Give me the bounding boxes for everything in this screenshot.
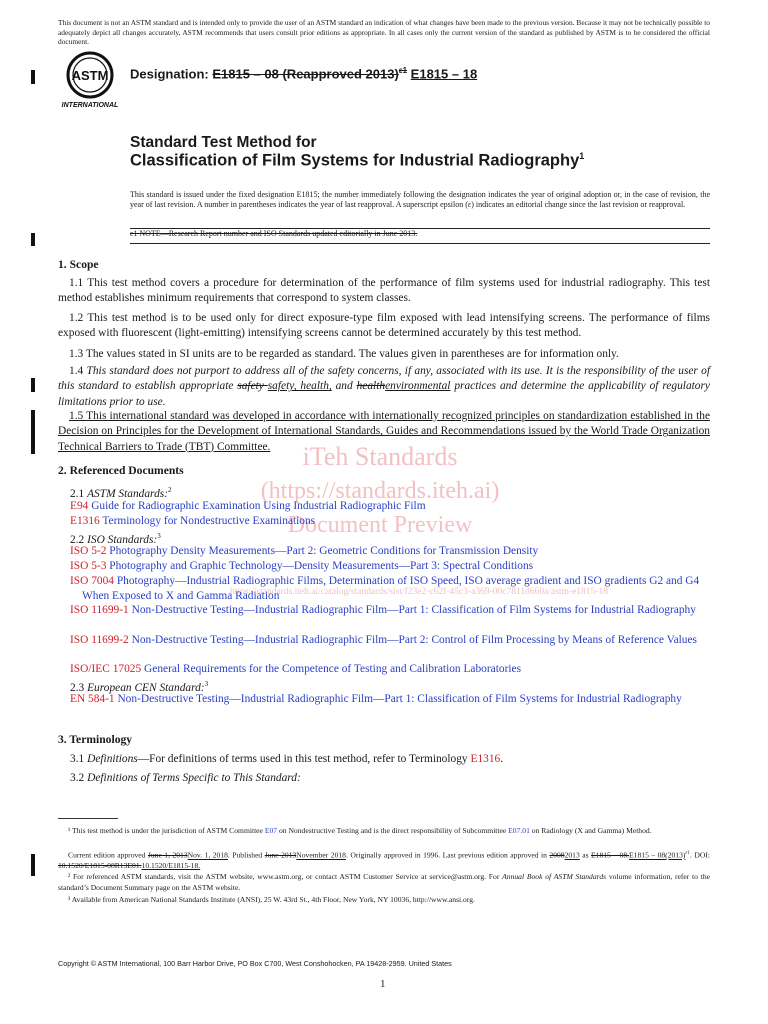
paragraph-1-5: 1.5 This international standard was developed in accordance with internationally recognized principles on standardization established in the Decision on Principles for the Development of International Standards, Guides and Recommendations issued by the World Trade Organization Technical Barriers to Trade (TBT) Committee. xyxy=(58,410,710,453)
subcommittee-link[interactable]: E07.01 xyxy=(508,826,530,835)
subsection-3-1: 3.1 Definitions—For definitions of terms used in this test method, refer to Terminology E1316. xyxy=(70,753,504,765)
reference-code[interactable]: E1316 xyxy=(70,515,100,527)
paragraph-1-1: 1.1 This test method covers a procedure for determination of the performance of film systems used for industrial radiography. This test method establishes minimum requirements that correspond to system classes. xyxy=(58,277,710,305)
reference-code[interactable]: ISO 11699-2 xyxy=(70,634,129,646)
change-bar xyxy=(31,70,35,84)
reference-code[interactable]: ISO 5-3 xyxy=(70,560,107,572)
reference-item xyxy=(70,692,722,707)
committee-link[interactable]: E07 xyxy=(264,826,278,835)
logo-subtext: INTERNATIONAL xyxy=(61,102,119,109)
section-heading: 3. Terminology xyxy=(58,733,133,746)
reference-title[interactable]: Terminology for Nondestructive Examinations xyxy=(99,515,316,527)
reference-title[interactable]: Photography and Graphic Technology—Density Measurements—Part 3: Spectral Conditions xyxy=(106,560,534,572)
watermark-line: (https://standards.iteh.ai) xyxy=(260,478,500,504)
title-line2: Classification of Film Systems for Industrial Radiography xyxy=(130,151,580,170)
footnote-2: ² For referenced ASTM standards, visit the ASTM website, www.astm.org, or contact ASTM Customer Service at service@astm.org. For Annual Book of ASTM Standards volume information, refer to the standard’s Document Summary page on the ASTM website. xyxy=(58,872,711,892)
reference-code[interactable]: ISO 7004 xyxy=(70,575,114,587)
watermark-line: Document Preview xyxy=(287,512,473,538)
reference-title[interactable]: Photography—Industrial Radiographic Films, Determination of ISO Speed, ISO average gradient and ISO gradients G2 and G4 When Exposed to X and Gamma Radiation xyxy=(82,575,700,603)
page-title xyxy=(130,151,584,171)
reference-title[interactable]: Non-Destructive Testing—Industrial Radiographic Film—Part 1: Classification of Film Systems for Industrial Radiography xyxy=(114,693,682,705)
paragraph-1-4: 1.4 This standard does not purport to address all of the safety concerns, if any, associated with its use. It is the responsibility of the user of this standard to establish appropriate safety safety, health, and healthenvironmental practices and determine the applicability of regulatory limitations prior to use. xyxy=(58,365,710,408)
subsection-2-3: 2.3 European CEN Standard:$^3$ xyxy=(70,680,209,694)
reference-title[interactable]: General Requirements for the Competence of Testing and Calibration Laboratories xyxy=(141,663,522,675)
designation-old-epsilon: ε1 xyxy=(398,66,408,75)
reference-item xyxy=(70,574,722,605)
change-bar xyxy=(31,410,35,454)
copyright-line: Copyright © ASTM International, 100 Barr Harbor Drive, PO Box C700, West Conshohocken, PA 19428-2959. United States xyxy=(58,959,452,968)
page-number: 1 xyxy=(380,978,386,990)
reference-code[interactable]: ISO 11699-1 xyxy=(70,604,129,616)
subsection-2-2: 2.2 ISO Standards:$^3$ xyxy=(70,532,161,546)
watermark-url: https://standards.iteh.ai/catalog/standards/sist/f23e2-c62f-45c3-a369-00c7811d660a/astm-e1815-18 xyxy=(230,587,608,597)
designation xyxy=(130,66,477,81)
footnote-1: ¹ This test method is under the jurisdiction of ASTM Committee E07 on Nondestructive Testing and is the direct responsibility of Subcommittee E07.01 on Radiology (X and Gamma) Method. xyxy=(68,826,652,835)
footnote-rule xyxy=(58,818,118,819)
reference-title[interactable]: Non-Destructive Testing—Industrial Radiographic Film—Part 2: Control of Film Processing by Means of Reference Values xyxy=(128,634,697,646)
section-heading: 2. Referenced Documents xyxy=(58,464,184,477)
designation-label: Designation: xyxy=(130,66,209,82)
reference-item xyxy=(70,662,722,677)
reference-title[interactable]: Photography Density Measurements—Part 2: Geometric Conditions for Transmission Density xyxy=(106,545,539,557)
reference-item xyxy=(70,514,722,529)
section-heading: 1. Scope xyxy=(58,258,99,271)
reference-code[interactable]: E94 xyxy=(70,500,89,512)
reference-code[interactable]: ISO 5-2 xyxy=(70,545,107,557)
issued-note: This standard is issued under the fixed designation E1815; the number immediately following the designation indicates the year of original adoption or, in the case of revision, the year of last revision. A number in parentheses indicates the year of last reapproval. A superscript epsilon (ε) indicates an editorial change since the last revision or reapproval. xyxy=(130,190,710,210)
logo-text: ASTM xyxy=(71,68,109,83)
divider xyxy=(130,243,710,244)
reference-code[interactable]: ISO/IEC 17025 xyxy=(70,663,142,675)
epsilon-note: ε1 NOTE—Research Report number and ISO Standards updated editorially in June 2013. xyxy=(130,229,418,238)
reference-item xyxy=(70,499,722,514)
reference-item xyxy=(70,559,722,574)
watermark-line: iTeh Standards xyxy=(302,442,458,471)
reference-item xyxy=(70,633,722,648)
paragraph-1-2: 1.2 This test method is to be used only for direct exposure-type film exposed with lead intensifying screens. The performance of films exposed with fluorescent (light-emitting) intensifying screens cannot be determined accurately by this test method. xyxy=(58,312,710,340)
designation-old: E1815 – 08 (Reapproved 2013) xyxy=(212,66,399,82)
astm-logo xyxy=(58,50,122,110)
designation-new: E1815 – 18 xyxy=(410,66,478,82)
reference-code[interactable]: EN 584-1 xyxy=(70,693,115,705)
inserted-text: environmental xyxy=(385,380,451,393)
footnote-3: ³ Available from American National Standards Institute (ANSI), 25 W. 43rd St., 4th Floor, New York, NY 10036, http://www.ansi.org. xyxy=(68,895,475,904)
deleted-text: health xyxy=(356,380,386,393)
change-bar xyxy=(31,233,35,246)
change-bar xyxy=(31,378,35,392)
inserted-text: safety, health, xyxy=(267,380,332,393)
astm-logo-icon xyxy=(58,50,122,110)
reference-item xyxy=(70,544,722,559)
reference-title[interactable]: Guide for Radiographic Examination Using Industrial Radiographic Film xyxy=(88,500,426,512)
subsection-2-1: 2.1 ASTM Standards:$^2$ xyxy=(70,486,172,500)
title-line1: Standard Test Method for xyxy=(130,134,317,151)
footnote-1-edition: Current edition approved June 1, 2013Nov. 1, 2018. Published June 2013November 2018. Originally approved in 1996. Last previous edition approved in 20082013 as $E1815 - 08.E1815 - 08(2013)^{\varepsilon 1}$. DOI: 10.1520/E1815-08R13E01.10.1520/E1815-18. xyxy=(58,850,710,871)
subsection-3-2: 3.2 Definitions of Terms Specific to This Standard: xyxy=(70,772,301,784)
deleted-text: safety xyxy=(237,380,268,393)
change-bar xyxy=(31,854,35,876)
change-notice: This document is not an ASTM standard and is intended only to provide the user of an ASTM standard an indication of what changes have been made to the previous version. Because it may not be technically possible to adequately depict all changes accurately, ASTM recommends that users consult prior editions as appropriate. In all cases only the current version of the standard as published by ASTM is to be considered the official document. xyxy=(58,18,710,47)
paragraph-1-3: 1.3 The values stated in SI units are to be regarded as standard. The values given in parentheses are for information only. xyxy=(69,348,619,360)
title-footnote-ref: 1 xyxy=(579,151,585,161)
term-link[interactable]: E1316 xyxy=(470,753,501,765)
reference-item xyxy=(70,603,722,618)
reference-title[interactable]: Non-Destructive Testing—Industrial Radiographic Film—Part 1: Classification of Film Systems for Industrial Radiography xyxy=(128,604,696,616)
